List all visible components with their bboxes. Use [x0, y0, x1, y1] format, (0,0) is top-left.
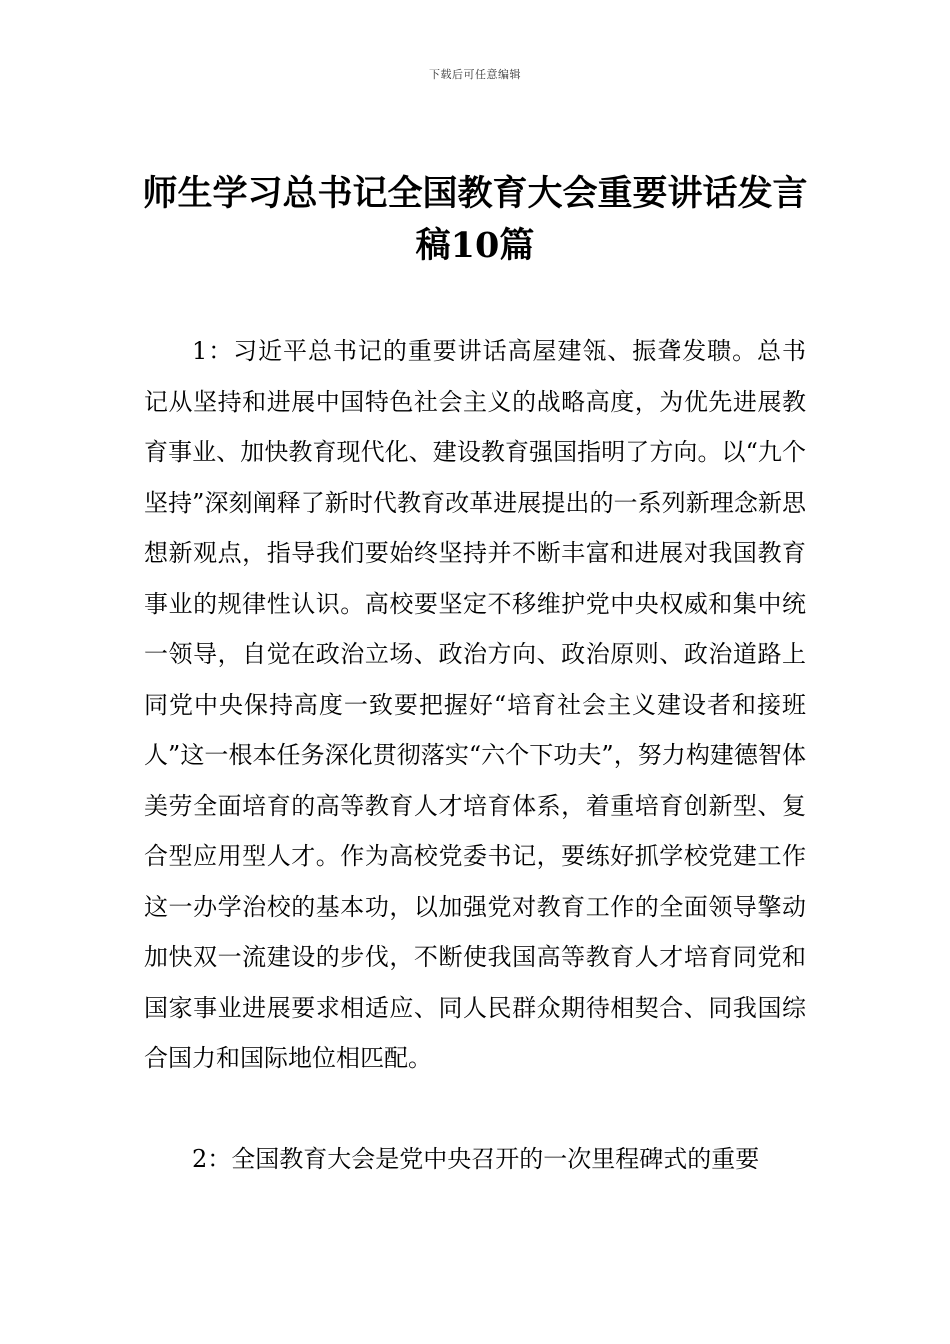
header-note: 下载后可任意编辑 — [429, 68, 521, 81]
paragraph-1: 1：习近平总书记的重要讲话高屋建瓴、振聋发聩。总书记从坚持和进展中国特色社会主义的战略高度，为优先进展教育事业、加快教育现代化、建设教育强国指明了方向。以“九个坚持”深刻阐释了新时代教育改革进展提出的一系列新理念新思想新观点，指导我们要始终坚持并不断丰富和进展对我国教育事业的规律性认识。高校要坚定不移维护党中央权威和集中统一领导，自觉在政治立场、政治方向、政治原则、政治道路上同党中央保持高度一致要把握好“培育社会主义建设者和接班人”这一根本任务深化贯彻落实“六个下功夫”，努力构建德智体美劳全面培育的高等教育人才培育体系，着重培育创新型、复合型应用型人才。作为高校党委书记，要练好抓学校党建工作这一办学治校的基本功，以加强党对教育工作的全面领导擎动加快双一流建设的步伐，不断使我国高等教育人才培育同党和国家事业进展要求相适应、同人民群众期待相契合、同我国综合国力和国际地位相匹配。 — [144, 337, 806, 1072]
document-body — [144, 326, 806, 1184]
document-title: 师生学习总书记全国教育大会重要讲话发言稿10篇 — [142, 173, 808, 266]
paragraph-2: 2：全国教育大会是党中央召开的一次里程碑式的重要 — [192, 1144, 760, 1173]
